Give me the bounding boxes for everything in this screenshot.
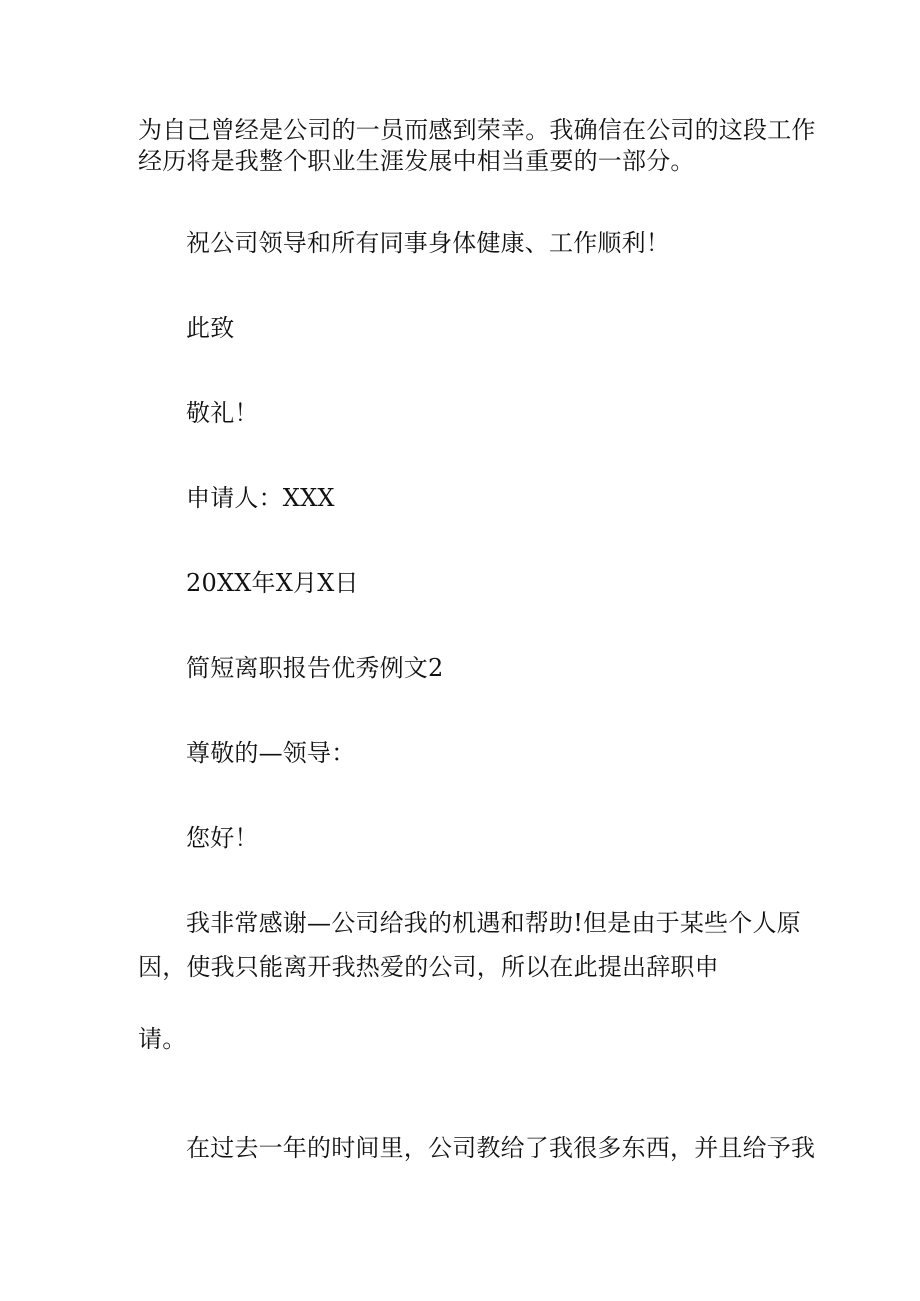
salutation-line: 尊敬的—领导：: [186, 739, 356, 767]
section-title: 简短离职报告优秀例文2: [186, 654, 444, 682]
paragraph-3-line-1: 在过去一年的时间里，公司教给了我很多东西，并且给予我: [186, 1134, 816, 1162]
paragraph-2-line-3: 请。: [138, 1025, 187, 1053]
paragraph-2-line-1: 我非常感谢—公司给我的机遇和帮助!但是由于某些个人原: [186, 909, 801, 937]
date-line: 20XX年X月X日: [186, 569, 359, 597]
paragraph-1-line-1: 为自己曾经是公司的一员而感到荣幸。我确信在公司的这段工作: [138, 116, 816, 144]
greeting-line: 您好！: [186, 824, 259, 852]
wishes-line: 祝公司领导和所有同事身体健康、工作顺利！: [186, 229, 670, 257]
closing-ci-zhi: 此致: [186, 314, 235, 342]
closing-jing-li: 敬礼！: [186, 399, 259, 427]
paragraph-2-line-2: 因，使我只能离开我热爱的公司，所以在此提出辞职申: [138, 953, 719, 981]
paragraph-1-line-2: 经历将是我整个职业生涯发展中相当重要的一部分。: [138, 147, 695, 175]
applicant-line: 申请人：XXX: [186, 484, 335, 512]
